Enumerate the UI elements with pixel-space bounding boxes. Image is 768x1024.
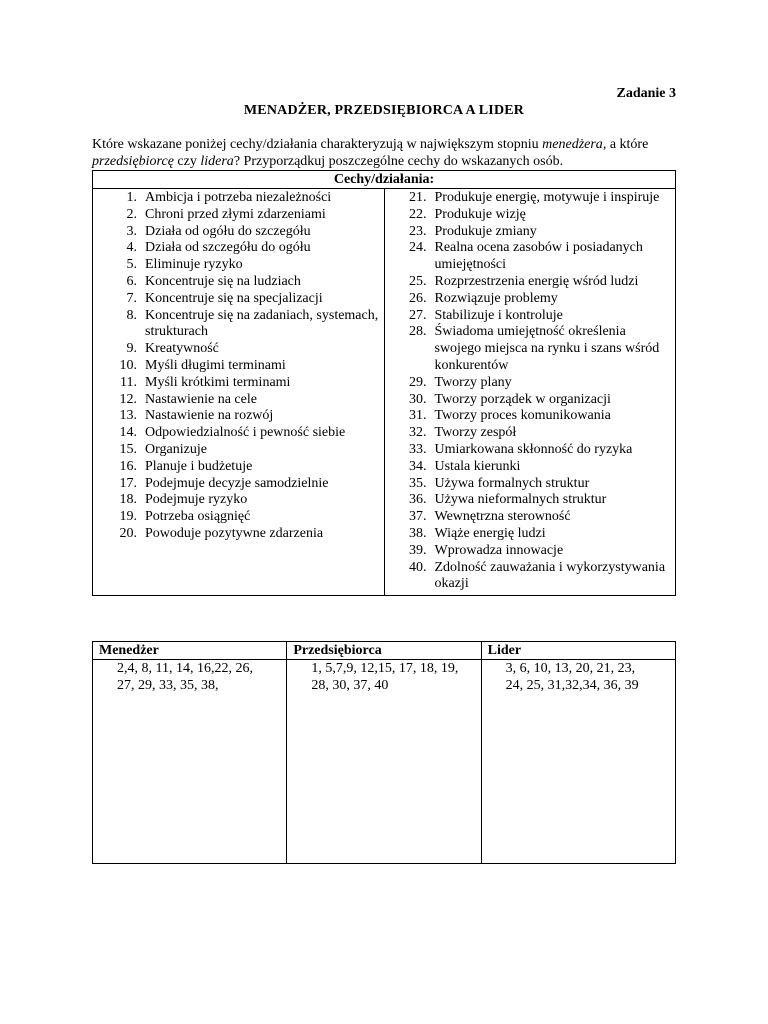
- trait-text: Myśli krótkimi terminami: [145, 374, 291, 390]
- trait-text: Rozprzestrzenia energię wśród ludzi: [434, 273, 639, 289]
- trait-number: 7.: [126, 290, 137, 306]
- trait-item: [385, 392, 676, 409]
- trait-text: Myśli długimi terminami: [145, 357, 286, 373]
- trait-number: 12.: [119, 391, 137, 407]
- trait-text: Używa formalnych struktur: [434, 475, 590, 491]
- trait-text: Koncentruje się na specjalizacji: [145, 290, 323, 306]
- trait-number: 8.: [126, 307, 137, 323]
- trait-item: [93, 207, 384, 224]
- trait-text: Planuje i budżetuje: [145, 458, 253, 474]
- leader-answer-cell: [481, 660, 675, 864]
- trait-number: 21.: [409, 190, 427, 205]
- trait-text: Umiarkowana skłonność do ryzyka: [434, 441, 633, 457]
- intro-text: Które wskazane poniżej cechy/działania charakteryzują w największym stopniu: [92, 137, 543, 152]
- trait-text: Produkuje wizję: [434, 206, 526, 222]
- traits-table: [92, 170, 676, 596]
- trait-item: [385, 492, 676, 509]
- trait-item: [385, 459, 676, 476]
- trait-item: [93, 459, 384, 476]
- trait-text: Działa od szczegółu do ogółu: [145, 240, 311, 256]
- trait-number: 38.: [409, 525, 427, 541]
- trait-text: Tworzy plany: [434, 374, 512, 390]
- trait-item: [385, 526, 676, 543]
- trait-text: Chroni przed złymi zdarzeniami: [145, 206, 326, 222]
- trait-item: [385, 274, 676, 291]
- trait-number: 23.: [409, 223, 427, 239]
- trait-text: Ustala kierunki: [434, 458, 521, 474]
- trait-number: 24.: [409, 240, 427, 256]
- trait-item: [93, 392, 384, 409]
- trait-text: Wiąże energię ludzi: [434, 525, 546, 541]
- trait-number: 22.: [409, 206, 427, 222]
- trait-number: 6.: [126, 273, 137, 289]
- trait-text: Produkuje energię, motywuje i inspiruje: [434, 190, 660, 205]
- manager-header: Menedżer: [93, 642, 287, 660]
- trait-item: [93, 408, 384, 425]
- trait-item: [93, 291, 384, 308]
- trait-text: Produkuje zmiany: [434, 223, 537, 239]
- trait-number: 37.: [409, 509, 427, 525]
- trait-text: Ambicja i potrzeba niezależności: [145, 190, 332, 205]
- trait-item: [93, 375, 384, 392]
- trait-number: 40.: [409, 559, 427, 575]
- traits-list-right: [385, 189, 676, 595]
- trait-item: [385, 375, 676, 392]
- trait-number: 31.: [409, 408, 427, 424]
- trait-text: Realna ocena zasobów i posiadanych umiejętności: [434, 240, 643, 273]
- trait-number: 9.: [126, 341, 137, 357]
- task-instruction: [92, 136, 682, 170]
- trait-text: Tworzy porządek w organizacji: [434, 391, 611, 407]
- trait-number: 33.: [409, 441, 427, 457]
- intro-text: ? Przyporządkuj poszczególne cechy do wskazanych osób.: [233, 154, 564, 169]
- trait-text: Zdolność zauważania i wykorzystywania okazji: [434, 559, 666, 592]
- traits-list-left: [93, 189, 384, 545]
- trait-number: 19.: [119, 509, 137, 525]
- entrepreneur-answer-cell: [287, 660, 481, 864]
- trait-item: [93, 492, 384, 509]
- trait-item: [385, 442, 676, 459]
- trait-item: [93, 526, 384, 543]
- trait-text: Potrzeba osiągnięć: [145, 509, 251, 525]
- trait-number: 36.: [409, 492, 427, 508]
- trait-item: [93, 308, 384, 342]
- trait-item: [93, 190, 384, 207]
- entrepreneur-answer-line: 1, 5,7,9, 12,15, 17, 18, 19,: [311, 661, 459, 676]
- trait-item: [93, 509, 384, 526]
- trait-number: 39.: [409, 542, 427, 558]
- trait-number: 16.: [119, 458, 137, 474]
- trait-item: [385, 560, 676, 594]
- answers-table: [92, 641, 676, 864]
- intro-emphasis-entrepreneur: przedsiębiorcę: [92, 154, 174, 169]
- trait-item: [385, 324, 676, 374]
- task-number: Zadanie 3: [616, 86, 676, 101]
- leader-answer-line: 3, 6, 10, 13, 20, 21, 23,: [505, 661, 636, 676]
- trait-number: 35.: [409, 475, 427, 491]
- trait-item: [93, 274, 384, 291]
- trait-text: Tworzy zespół: [434, 425, 517, 441]
- trait-text: Powoduje pozytywne zdarzenia: [145, 525, 324, 541]
- trait-item: [93, 425, 384, 442]
- trait-text: Koncentruje się na zadaniach, systemach, strukturach: [145, 307, 379, 340]
- trait-number: 20.: [119, 525, 137, 541]
- intro-emphasis-manager: menedżera: [542, 137, 603, 152]
- trait-item: [385, 408, 676, 425]
- intro-emphasis-leader: lidera: [200, 154, 234, 169]
- trait-item: [385, 509, 676, 526]
- entrepreneur-answer-line: 28, 30, 37, 40: [311, 678, 389, 693]
- trait-text: Eliminuje ryzyko: [145, 257, 243, 273]
- page-title: MENADŻER, PRZEDSIĘBIORCA A LIDER: [243, 103, 525, 118]
- trait-text: Świadoma umiejętność określenia swojego miejsca na rynku i szans wśród konkurentów: [434, 324, 660, 373]
- trait-text: Podejmuje decyzje samodzielnie: [145, 475, 329, 491]
- trait-item: [385, 224, 676, 241]
- trait-number: 10.: [119, 357, 137, 373]
- traits-header: Cechy/działania:: [93, 171, 676, 189]
- trait-item: [93, 442, 384, 459]
- trait-number: 5.: [126, 257, 137, 273]
- leader-answer-line: 24, 25, 31,32,34, 36, 39: [505, 678, 639, 693]
- trait-text: Organizuje: [145, 441, 207, 457]
- trait-item: [385, 476, 676, 493]
- trait-number: 30.: [409, 391, 427, 407]
- trait-number: 2.: [126, 206, 137, 222]
- manager-answer-cell: [93, 660, 287, 864]
- traits-column-left: [93, 189, 385, 596]
- trait-item: [93, 224, 384, 241]
- trait-number: 27.: [409, 307, 427, 323]
- trait-item: [385, 425, 676, 442]
- trait-text: Podejmuje ryzyko: [145, 492, 248, 508]
- trait-item: [93, 240, 384, 257]
- trait-number: 3.: [126, 223, 137, 239]
- trait-number: 32.: [409, 425, 427, 441]
- trait-item: [385, 240, 676, 274]
- trait-text: Używa nieformalnych struktur: [434, 492, 607, 508]
- trait-item: [385, 543, 676, 560]
- trait-text: Nastawienie na cele: [145, 391, 257, 407]
- trait-item: [385, 308, 676, 325]
- trait-item: [93, 476, 384, 493]
- traits-column-right: [384, 189, 676, 596]
- trait-item: [93, 257, 384, 274]
- trait-number: 4.: [126, 240, 137, 256]
- trait-item: [385, 207, 676, 224]
- entrepreneur-header: Przedsiębiorca: [287, 642, 481, 660]
- manager-answer-line: 2,4, 8, 11, 14, 16,22, 26,: [117, 661, 253, 676]
- trait-number: 14.: [119, 425, 137, 441]
- manager-answer-line: 27, 29, 33, 35, 38,: [117, 678, 219, 693]
- trait-text: Kreatywność: [145, 341, 219, 357]
- leader-header: Lider: [481, 642, 675, 660]
- trait-number: 1.: [126, 190, 137, 205]
- trait-number: 25.: [409, 273, 427, 289]
- trait-text: Odpowiedzialność i pewność siebie: [145, 425, 346, 441]
- trait-number: 11.: [120, 374, 137, 390]
- trait-number: 18.: [119, 492, 137, 508]
- trait-text: Działa od ogółu do szczegółu: [145, 223, 311, 239]
- trait-item: [93, 341, 384, 358]
- trait-text: Koncentruje się na ludziach: [145, 273, 301, 289]
- trait-item: [385, 190, 676, 207]
- trait-text: Stabilizuje i kontroluje: [434, 307, 563, 323]
- trait-number: 15.: [119, 441, 137, 457]
- trait-item: [93, 358, 384, 375]
- trait-number: 34.: [409, 458, 427, 474]
- trait-text: Wprowadza innowacje: [434, 542, 564, 558]
- trait-text: Rozwiązuje problemy: [434, 290, 558, 306]
- intro-text: , a które: [602, 137, 649, 152]
- trait-number: 26.: [409, 290, 427, 306]
- trait-number: 28.: [409, 324, 427, 340]
- trait-text: Wewnętrzna sterowność: [434, 509, 571, 525]
- trait-text: Tworzy proces komunikowania: [434, 408, 611, 424]
- trait-number: 29.: [409, 374, 427, 390]
- trait-number: 17.: [119, 475, 137, 491]
- trait-item: [385, 291, 676, 308]
- trait-number: 13.: [119, 408, 137, 424]
- intro-text: czy: [173, 154, 201, 169]
- trait-text: Nastawienie na rozwój: [145, 408, 274, 424]
